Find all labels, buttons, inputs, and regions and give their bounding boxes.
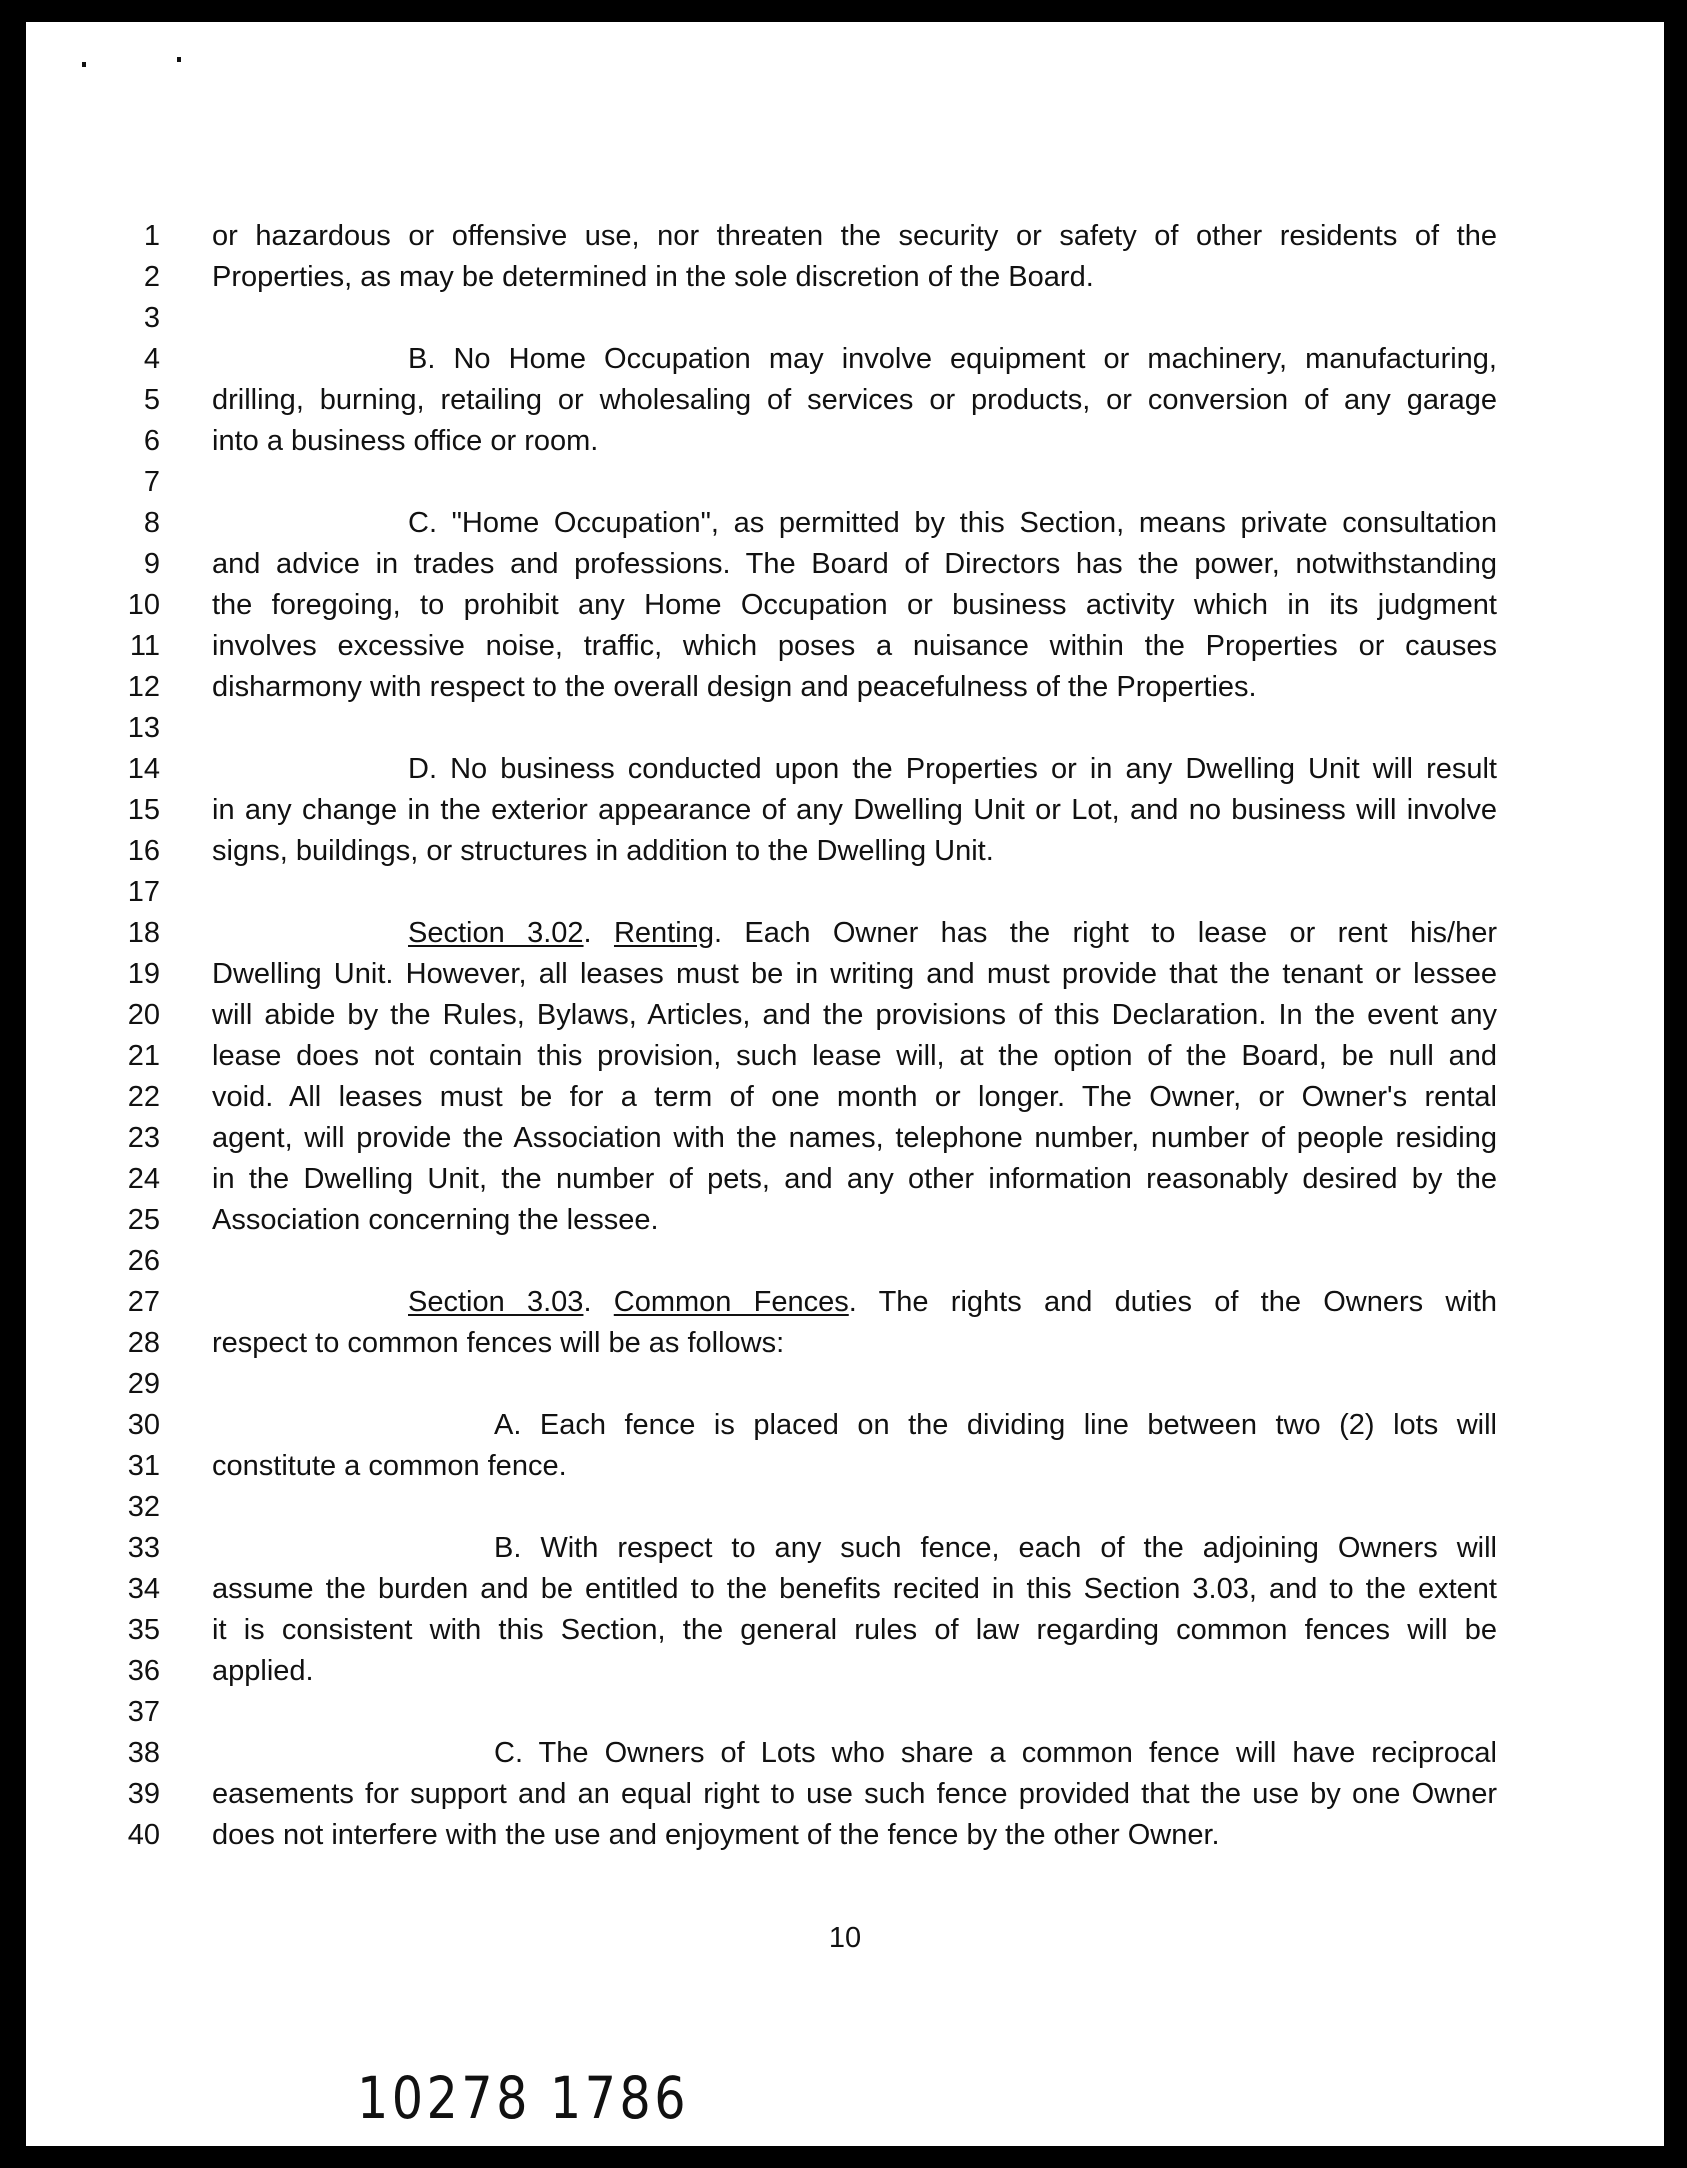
line-text xyxy=(212,216,1497,257)
line-body: agent, will provide the Association with the names, telephone number, number of people residing xyxy=(212,1122,1497,1154)
document-line xyxy=(26,462,1664,503)
line-number: 18 xyxy=(127,917,160,949)
line-number: 32 xyxy=(127,1491,160,1523)
line-text xyxy=(212,1610,1497,1651)
section-heading: Common Fences xyxy=(613,1286,849,1318)
line-number: 15 xyxy=(127,794,160,826)
line-number: 24 xyxy=(127,1163,160,1195)
section-heading: Renting xyxy=(613,917,714,949)
section-number: Section 3.02 xyxy=(408,917,584,949)
line-text xyxy=(212,1651,1497,1692)
line-text xyxy=(212,995,1497,1036)
line-body: Dwelling Unit. However, all leases must be in writing and must provide that the tenant or lessee xyxy=(212,958,1497,990)
document-line xyxy=(26,790,1664,831)
document-line xyxy=(26,667,1664,708)
line-text xyxy=(212,626,1497,667)
line-number: 38 xyxy=(127,1737,160,1769)
line-number: 23 xyxy=(127,1122,160,1154)
document-line xyxy=(26,708,1664,749)
line-text xyxy=(212,1528,1497,1569)
line-text xyxy=(212,1118,1497,1159)
document-line xyxy=(26,1077,1664,1118)
line-body: C. The Owners of Lots who share a common fence will have reciprocal xyxy=(494,1737,1497,1769)
line-text xyxy=(212,1405,1497,1446)
line-number: 29 xyxy=(127,1368,160,1400)
line-body: void. All leases must be for a term of one month or longer. The Owner, or Owner's rental xyxy=(212,1081,1497,1113)
document-line xyxy=(26,1323,1664,1364)
document-line xyxy=(26,1159,1664,1200)
line-number: 16 xyxy=(127,835,160,867)
document-line xyxy=(26,1733,1664,1774)
line-text xyxy=(212,544,1497,585)
document-line xyxy=(26,1364,1664,1405)
line-number: 34 xyxy=(127,1573,160,1605)
line-text xyxy=(212,954,1497,995)
document-line xyxy=(26,257,1664,298)
document-line xyxy=(26,626,1664,667)
line-number: 1 xyxy=(143,220,160,252)
numbered-text-body xyxy=(26,22,1664,2146)
line-body: signs, buildings, or structures in addition to the Dwelling Unit. xyxy=(212,835,994,867)
line-number: 14 xyxy=(127,753,160,785)
line-number: 8 xyxy=(143,507,160,539)
line-body: applied. xyxy=(212,1655,314,1687)
line-number: 2 xyxy=(143,261,160,293)
line-body: D. No business conducted upon the Properties or in any Dwelling Unit will result xyxy=(408,753,1497,785)
line-number: 35 xyxy=(127,1614,160,1646)
document-line xyxy=(26,1692,1664,1733)
line-number: 33 xyxy=(127,1532,160,1564)
line-number: 9 xyxy=(143,548,160,580)
line-text xyxy=(212,1569,1497,1610)
line-body: lease does not contain this provision, such lease will, at the option of the Board, be null and xyxy=(212,1040,1497,1072)
line-text xyxy=(212,585,1497,626)
document-line xyxy=(26,954,1664,995)
line-text xyxy=(212,1815,1497,1856)
line-body: or hazardous or offensive use, nor threaten the security or safety of other residents of the xyxy=(212,220,1497,252)
line-number: 6 xyxy=(143,425,160,457)
line-text xyxy=(212,749,1497,790)
line-body: disharmony with respect to the overall design and peacefulness of the Properties. xyxy=(212,671,1257,703)
line-number: 19 xyxy=(127,958,160,990)
line-number: 39 xyxy=(127,1778,160,1810)
line-number: 21 xyxy=(127,1040,160,1072)
line-body: the foregoing, to prohibit any Home Occupation or business activity which in its judgment xyxy=(212,589,1497,621)
line-body: does not interfere with the use and enjoyment of the fence by the other Owner. xyxy=(212,1819,1220,1851)
line-number: 28 xyxy=(127,1327,160,1359)
line-text xyxy=(212,1200,1497,1241)
line-number: 5 xyxy=(143,384,160,416)
line-body: easements for support and an equal right to use such fence provided that the use by one Owner xyxy=(212,1778,1497,1810)
line-text xyxy=(212,1036,1497,1077)
line-number: 25 xyxy=(127,1204,160,1236)
line-text: Section 3.02. Renting. Each Owner has the right to lease or rent his/her xyxy=(408,917,1498,949)
line-number: 40 xyxy=(127,1819,160,1851)
document-page xyxy=(26,22,1664,2146)
line-body: into a business office or room. xyxy=(212,425,599,457)
document-line xyxy=(26,585,1664,626)
handwritten-stamp-number: 10278 1786 xyxy=(357,2064,689,2132)
line-number: 30 xyxy=(127,1409,160,1441)
document-line xyxy=(26,831,1664,872)
document-line xyxy=(26,1118,1664,1159)
document-line xyxy=(26,1282,1664,1323)
line-body: will abide by the Rules, Bylaws, Articles, and the provisions of this Declaration. In the event any xyxy=(212,999,1497,1031)
line-body: Each Owner has the right to lease or rent his/her xyxy=(744,917,1498,949)
line-number: 36 xyxy=(127,1655,160,1687)
page-number: 10 xyxy=(828,1922,862,1954)
line-text xyxy=(212,667,1497,708)
line-number: 20 xyxy=(127,999,160,1031)
document-line xyxy=(26,1487,1664,1528)
line-text: Section 3.03. Common Fences. The rights and duties of the Owners with xyxy=(408,1286,1497,1318)
line-body: drilling, burning, retailing or wholesaling of services or products, or conversion of any garage xyxy=(212,384,1497,416)
line-number: 17 xyxy=(127,876,160,908)
document-line xyxy=(26,1569,1664,1610)
line-number: 26 xyxy=(127,1245,160,1277)
document-line xyxy=(26,380,1664,421)
line-body: respect to common fences will be as follows: xyxy=(212,1327,785,1359)
line-number: 37 xyxy=(127,1696,160,1728)
line-body: it is consistent with this Section, the general rules of law regarding common fences will be xyxy=(212,1614,1497,1646)
line-text xyxy=(212,380,1497,421)
line-number: 10 xyxy=(127,589,160,621)
line-body: Properties, as may be determined in the sole discretion of the Board. xyxy=(212,261,1094,293)
line-body: assume the burden and be entitled to the benefits recited in this Section 3.03, and to the extent xyxy=(212,1573,1497,1605)
document-line xyxy=(26,1200,1664,1241)
line-text xyxy=(212,1733,1497,1774)
line-body: C. "Home Occupation", as permitted by this Section, means private consultation xyxy=(408,507,1497,539)
line-body: and advice in trades and professions. The Board of Directors has the power, notwithstanding xyxy=(212,548,1497,580)
line-text xyxy=(212,831,1497,872)
section-number: Section 3.03 xyxy=(408,1286,584,1318)
document-line xyxy=(26,339,1664,380)
document-line xyxy=(26,1610,1664,1651)
line-body: in any change in the exterior appearance of any Dwelling Unit or Lot, and no business will involve xyxy=(212,794,1497,826)
line-number: 3 xyxy=(143,302,160,334)
line-text xyxy=(212,503,1497,544)
document-line xyxy=(26,1405,1664,1446)
document-line xyxy=(26,1446,1664,1487)
document-line xyxy=(26,995,1664,1036)
line-number: 11 xyxy=(129,630,160,662)
line-text xyxy=(212,257,1497,298)
line-text xyxy=(212,1323,1497,1364)
document-line xyxy=(26,1528,1664,1569)
line-text xyxy=(212,1159,1497,1200)
document-line xyxy=(26,1815,1664,1856)
document-line xyxy=(26,1036,1664,1077)
document-line xyxy=(26,503,1664,544)
line-text xyxy=(212,1077,1497,1118)
line-body: involves excessive noise, traffic, which poses a nuisance within the Properties or causes xyxy=(212,630,1497,662)
document-line xyxy=(26,298,1664,339)
line-body: in the Dwelling Unit, the number of pets, and any other information reasonably desired by the xyxy=(212,1163,1497,1195)
document-line xyxy=(26,1774,1664,1815)
line-number: 22 xyxy=(127,1081,160,1113)
document-line xyxy=(26,1651,1664,1692)
line-body: The rights and duties of the Owners with xyxy=(878,1286,1497,1318)
line-body: B. With respect to any such fence, each of the adjoining Owners will xyxy=(494,1532,1497,1564)
line-number: 31 xyxy=(127,1450,160,1482)
document-line xyxy=(26,749,1664,790)
line-body: B. No Home Occupation may involve equipment or machinery, manufacturing, xyxy=(408,343,1497,375)
line-text xyxy=(212,339,1497,380)
line-number: 13 xyxy=(127,712,160,744)
document-line xyxy=(26,913,1664,954)
line-number: 27 xyxy=(127,1286,160,1318)
line-body: constitute a common fence. xyxy=(212,1450,567,1482)
line-text xyxy=(212,790,1497,831)
line-text xyxy=(212,1774,1497,1815)
line-text xyxy=(212,421,1497,462)
line-number: 4 xyxy=(143,343,160,375)
document-line xyxy=(26,544,1664,585)
document-line xyxy=(26,1241,1664,1282)
line-body: A. Each fence is placed on the dividing line between two (2) lots will xyxy=(494,1409,1497,1441)
document-line xyxy=(26,872,1664,913)
line-number: 12 xyxy=(127,671,160,703)
line-body: Association concerning the lessee. xyxy=(212,1204,659,1236)
line-number: 7 xyxy=(143,466,160,498)
document-line xyxy=(26,421,1664,462)
document-line xyxy=(26,216,1664,257)
line-text xyxy=(212,1446,1497,1487)
